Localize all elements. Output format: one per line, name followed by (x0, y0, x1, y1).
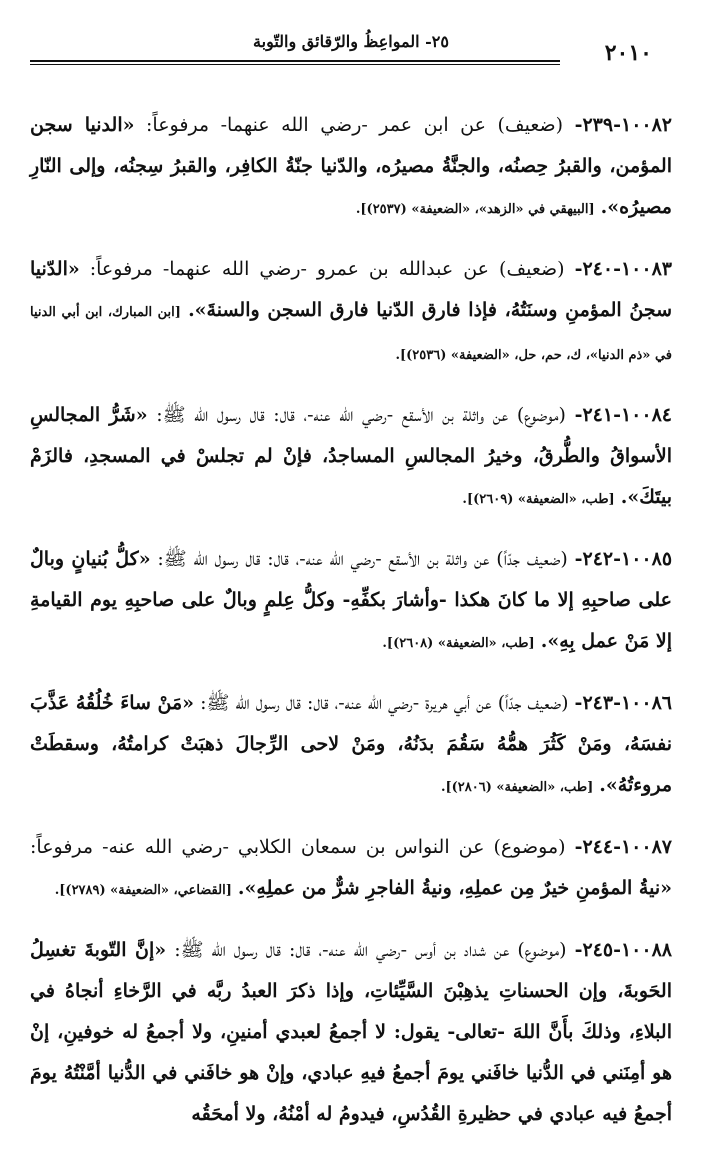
page-content (30, 86, 672, 1149)
hadith-grade: (ضعيف) (497, 114, 564, 136)
hadith-intro: عن ابن عمر -رضي الله عنهما- مرفوعاً: (146, 114, 486, 136)
hadith-text: «مَنْ ساءَ خُلُقُهُ عَذَّبَ نفسَهُ، ومَنْ كَثُرَ همُّهُ سَقُمَ بدَنُهُ، ومَنْ لاحى الرِّجالَ ذهبَتْ كرامتُهُ، وسقطَتْ مروءتُهُ». (30, 692, 672, 796)
hadith-text: «نيةُ المؤمنِ خيرٌ مِن عملِهِ، ونيةُ الفاجرِ شرٌّ من عملِهِ». (237, 877, 672, 899)
hadith-source: [ابن المبارك، ابن أبي الدنيا في «ذم الدنيا»، ك، حم، حل، «الضعيفة» (٢٥٣٦)]. (30, 305, 672, 363)
hadith-intro: عن واثلة بن الأسقع -رضي الله عنه-، قال: قال رسول الله ﷺ: (157, 548, 490, 570)
hadith-grade: (موضوع) (516, 404, 566, 426)
hadith-number: ١٠٠٨٢-٢٣٩- (574, 114, 673, 136)
hadith-intro: عن النواس بن سمعان الكلابي -رضي الله عنه- مرفوعاً: (30, 836, 485, 858)
hadith-number: ١٠٠٨٨-٢٤٥- (574, 939, 672, 961)
chapter-title: ٢٥- المواعِظُ والرّقائق والتّوبة (253, 32, 449, 51)
hadith-intro: عن شداد بن أوس -رضي الله عنه-، قال: قال رسول الله ﷺ: (174, 939, 510, 961)
hadith-number: ١٠٠٨٥-٢٤٢- (574, 548, 673, 570)
hadith-entry (30, 105, 672, 230)
hadith-grade: (موضوع) (493, 836, 566, 858)
hadith-number: ١٠٠٨٣-٢٤٠- (574, 258, 672, 280)
page-header (30, 24, 672, 66)
hadith-number: ١٠٠٨٧-٢٤٤- (574, 836, 672, 858)
hadith-intro: عن واثلة بن الأسقع -رضي الله عنه-، قال: قال رسول الله ﷺ: (156, 404, 509, 426)
hadith-source: [القضاعي، «الضعيفة» (٢٧٨٩)]. (54, 883, 232, 898)
hadith-entry (30, 683, 672, 808)
hadith-text: «الدنيا سجن المؤمن، والقبرُ حِصنُه، والجنَّةُ مصيرُه، والدّنيا جنّةُ الكافِر، والقبرُ سِجنُه، وإلى النّارِ مصيرُه». (30, 114, 672, 218)
hadith-source: [طب، «الضعيفة» (٢٦٠٩)]. (462, 492, 615, 507)
hadith-entry (30, 930, 672, 1135)
hadith-grade: (موضوع) (517, 939, 567, 961)
hadith-source: [طب، «الضعيفة» (٢٦٠٨)]. (382, 636, 535, 651)
hadith-grade: (ضعيف جدّاً) (496, 548, 568, 570)
hadith-entry (30, 827, 672, 911)
page-number: ٢٠١٠ (604, 40, 652, 66)
hadith-entry (30, 539, 672, 664)
book-page (30, 24, 673, 1125)
header-rule (30, 60, 560, 65)
hadith-source: [البيهقي في «الزهد»، «الضعيفة» (٢٥٣٧)]. (355, 202, 595, 217)
hadith-grade: (ضعيف جدّاً) (497, 692, 569, 714)
hadith-entry (30, 395, 672, 520)
hadith-intro: عن عبدالله بن عمرو -رضي الله عنهما- مرفوعاً: (89, 258, 490, 280)
hadith-intro: عن أبي هريرة -رضي الله عنه-، قال: قال رسول الله ﷺ: (200, 692, 492, 714)
hadith-text: «الدّنيا سجنُ المؤمنِ وسنَتُهُ، فإذا فارق الدّنيا فارق السجن والسنةَ». (30, 258, 673, 321)
hadith-text: «إنَّ التّوبةَ تغسِلُ الحَوبةَ، وإن الحسناتِ يذهِبْنَ السَّيِّئاتِ، وإذا ذكرَ العبدُ ربَّه في الرَّخاءِ أنجاهُ في البلاءِ، وذلكَ بأَنَّ اللهَ -تعالى- يقول: لا أجمعُ لعبدي أمنينِ، ولا أجمعُ له خوفينِ، إنْ هو أمِنَني في الدُّنيا خافَني يومَ أجمعُ فيهِ عبادي، وإنْ هو خافَني في الدُّنيا أمَّنْتُهُ يومَ أجمعُ فيه عبادي في حظيرةِ القُدُسِ، فيدومُ له أمْنُهُ، ولا أمحَقُه (30, 939, 672, 1125)
hadith-text: «شَرُّ المجالسِ الأسواقُ والطُّرقُ، وخيرُ المجالسِ المساجدُ، فإنْ لم تجلسْ في المسجدِ، فالزَمْ بيتَكَ». (30, 404, 673, 508)
hadith-number: ١٠٠٨٦-٢٤٣- (574, 692, 672, 714)
hadith-entry (30, 249, 672, 376)
hadith-text: «كلُّ بُنيانٍ وبالٌ على صاحبِهِ إلا ما كانَ هكذا -وأشارَ بكفِّهِ- وكلُّ عِلمٍ وبالٌ على صاحبِهِ يوم القيامةِ إلا مَنْ عمل بِهِ». (30, 548, 672, 652)
hadith-grade: (ضعيف) (499, 258, 565, 280)
hadith-number: ١٠٠٨٤-٢٤١- (574, 404, 672, 426)
hadith-source: [طب، «الضعيفة» (٢٨٠٦)]. (440, 780, 594, 795)
